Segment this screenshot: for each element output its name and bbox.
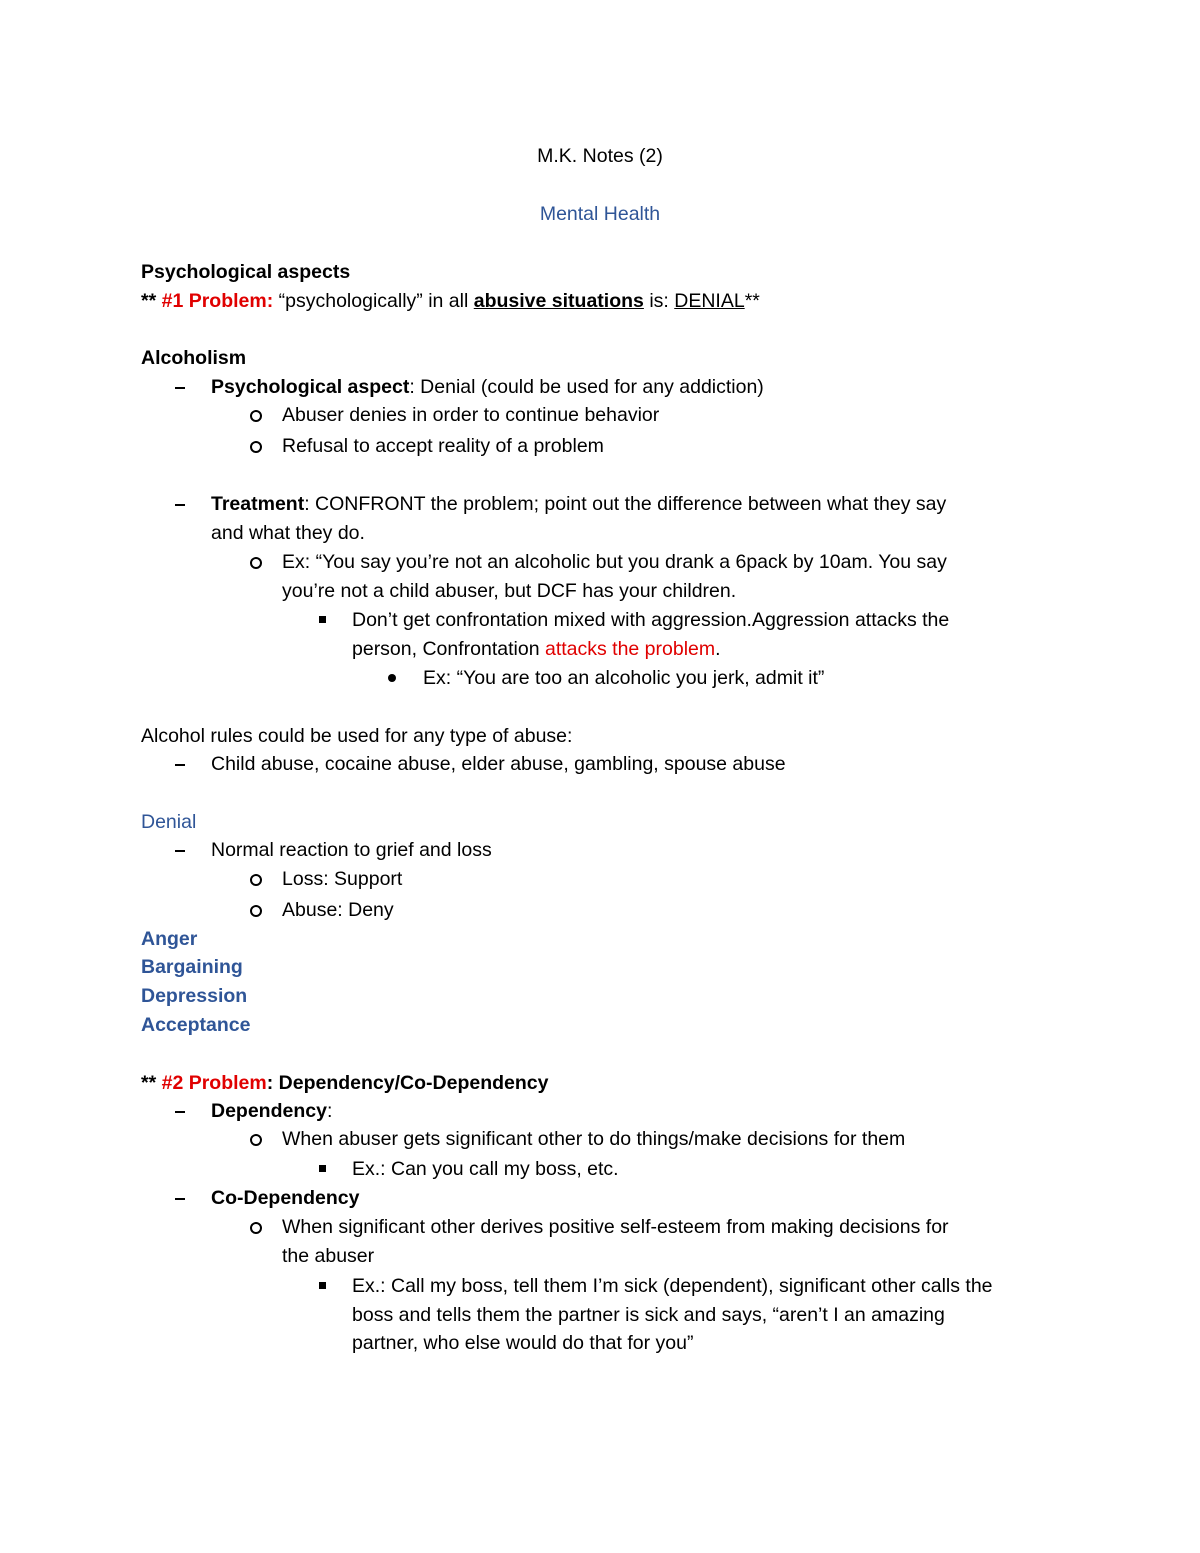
denial-text: DENIAL — [674, 290, 745, 312]
heading-depression: Depression — [141, 985, 248, 1007]
problem-1-line — [141, 289, 760, 313]
is-text: is: — [649, 290, 669, 312]
treatment-text: : CONFRONT the problem; point out the difference between what they say — [304, 493, 947, 515]
colon: : — [326, 1100, 333, 1122]
heading-anger: Anger — [141, 928, 198, 950]
list-item: Normal reaction to grief and loss — [211, 839, 492, 861]
heading-denial: Denial — [141, 811, 197, 833]
problem-1-label: #1 Problem: — [161, 290, 274, 312]
heading-acceptance: Acceptance — [141, 1014, 251, 1036]
problem-2-label: #2 Problem — [161, 1072, 267, 1094]
confrontation-text: person, Confrontation — [352, 638, 540, 660]
list-item-treatment — [211, 492, 946, 516]
list-item: Ex.: Can you call my boss, etc. — [352, 1158, 619, 1180]
list-item-continued: boss and tells them the partner is sick and says, “aren’t I an amazing — [352, 1304, 945, 1326]
document-subtitle: Mental Health — [539, 203, 661, 225]
heading-alcoholism: Alcoholism — [141, 347, 247, 369]
stars: ** — [141, 290, 157, 312]
list-item-continued: the abuser — [282, 1245, 375, 1267]
stars: ** — [744, 290, 760, 312]
problem-2-line — [141, 1071, 548, 1095]
period: . — [715, 638, 721, 660]
alcohol-rules-text: Alcohol rules could be used for any type of abuse: — [141, 725, 573, 747]
aspect-label: Psychological aspect — [211, 376, 410, 398]
aspect-text: : Denial (could be used for any addiction) — [409, 376, 764, 398]
list-item-co-dependency: Co-Dependency — [211, 1187, 360, 1209]
problem-2-text: : Dependency/Co-Dependency — [266, 1072, 549, 1094]
confrontation-line-1: Don’t get confrontation mixed with aggression.Aggression attacks the — [352, 609, 950, 631]
treatment-label: Treatment — [211, 493, 305, 515]
list-item-continued: partner, who else would do that for you” — [352, 1332, 694, 1354]
attacks-the-problem-text: attacks the problem — [544, 638, 716, 660]
example-1-line-1: Ex: “You say you’re not an alcoholic but you drank a 6pack by 10am. You say — [282, 551, 947, 573]
confrontation-line-2 — [352, 637, 721, 661]
stars: ** — [141, 1072, 157, 1094]
list-item: Loss: Support — [282, 868, 403, 890]
list-item-dependency — [211, 1099, 332, 1123]
heading-psychological-aspects: Psychological aspects — [141, 261, 351, 283]
heading-bargaining: Bargaining — [141, 956, 243, 978]
problem-1-text: “psychologically” in all — [278, 290, 469, 312]
list-item: Abuse: Deny — [282, 899, 394, 921]
list-item: Refusal to accept reality of a problem — [282, 435, 604, 457]
list-item-psych-aspect — [211, 375, 764, 399]
list-item: Child abuse, cocaine abuse, elder abuse, gambling, spouse abuse — [211, 753, 786, 775]
example-1-line-2: you’re not a child abuser, but DCF has your children. — [282, 580, 737, 602]
treatment-continued: and what they do. — [211, 522, 365, 544]
document-title: M.K. Notes (2) — [537, 145, 663, 167]
example-2: Ex: “You are too an alcoholic you jerk, admit it” — [423, 667, 825, 689]
list-item: Ex.: Call my boss, tell them I’m sick (dependent), significant other calls the — [352, 1275, 993, 1297]
dependency-label: Dependency — [211, 1100, 327, 1122]
list-item: Abuser denies in order to continue behavior — [282, 404, 660, 426]
list-item: When abuser gets significant other to do things/make decisions for them — [282, 1128, 906, 1150]
list-item: When significant other derives positive self-esteem from making decisions for — [282, 1216, 949, 1238]
abusive-situations-text: abusive situations — [473, 290, 644, 312]
